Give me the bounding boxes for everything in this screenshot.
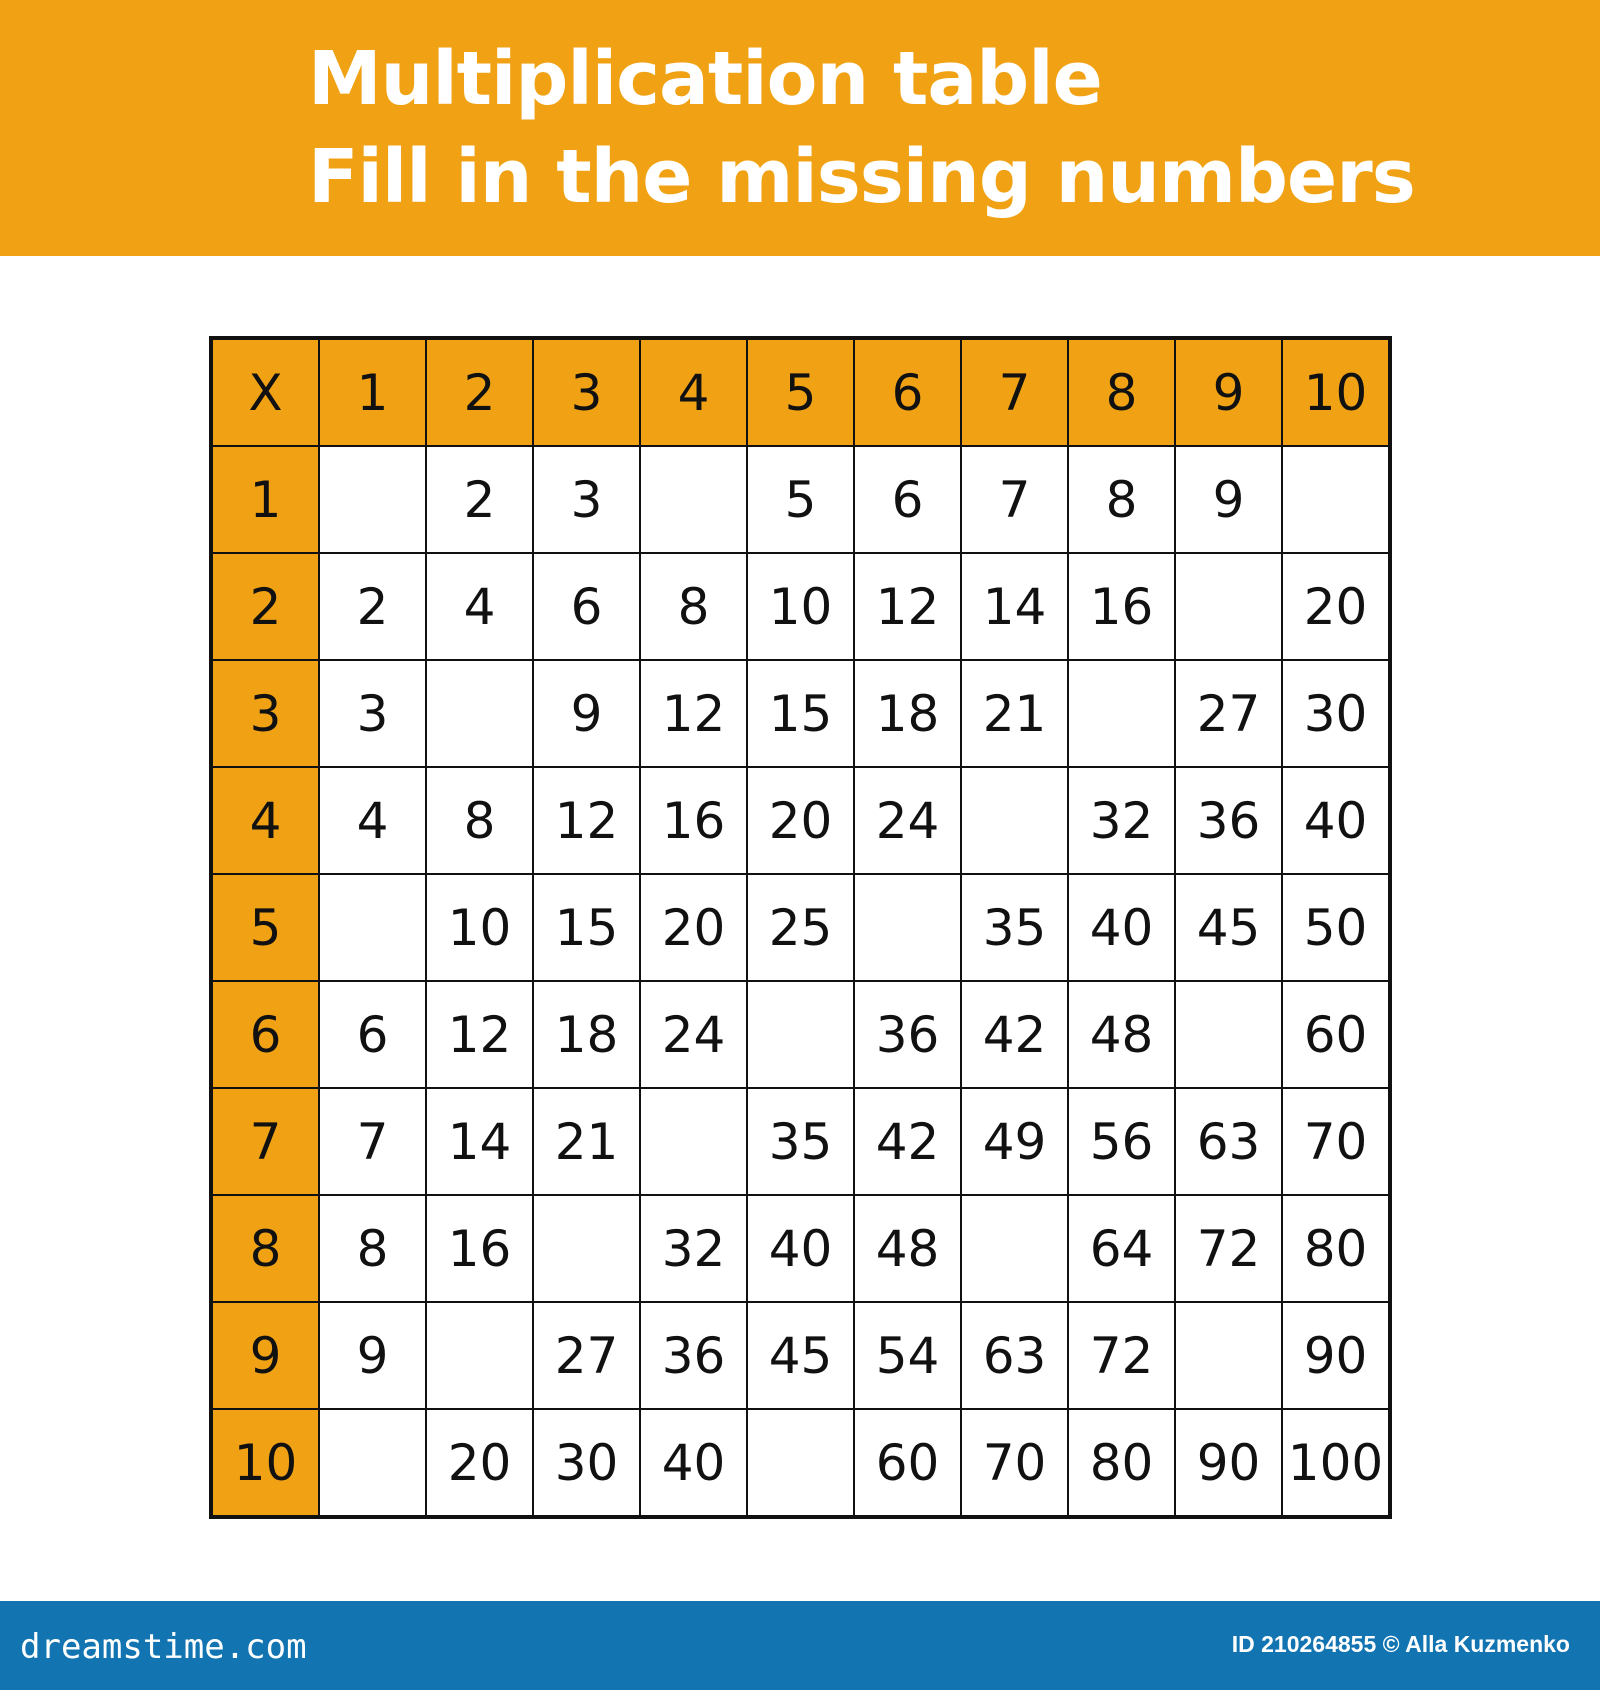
- product-cell: 72: [1068, 1302, 1175, 1409]
- product-cell: 36: [1175, 767, 1282, 874]
- product-cell: 42: [961, 981, 1068, 1088]
- blank-answer-cell[interactable]: [319, 874, 426, 981]
- blank-answer-cell[interactable]: [426, 1302, 533, 1409]
- product-cell: 90: [1175, 1409, 1282, 1516]
- product-cell: 4: [319, 767, 426, 874]
- product-cell: 6: [533, 553, 640, 660]
- product-cell: 9: [319, 1302, 426, 1409]
- product-cell: 42: [854, 1088, 961, 1195]
- product-cell: 72: [1175, 1195, 1282, 1302]
- product-cell: 45: [747, 1302, 854, 1409]
- blank-answer-cell[interactable]: [426, 660, 533, 767]
- product-cell: 16: [426, 1195, 533, 1302]
- product-cell: 32: [1068, 767, 1175, 874]
- row-header: 4: [212, 767, 319, 874]
- product-cell: 12: [640, 660, 747, 767]
- column-header: 6: [854, 339, 961, 446]
- product-cell: 56: [1068, 1088, 1175, 1195]
- product-cell: 48: [1068, 981, 1175, 1088]
- title-line-1: Multiplication table: [308, 36, 1102, 122]
- row-header: 3: [212, 660, 319, 767]
- blank-answer-cell[interactable]: [1175, 981, 1282, 1088]
- product-cell: 80: [1282, 1195, 1389, 1302]
- product-cell: 64: [1068, 1195, 1175, 1302]
- product-cell: 8: [640, 553, 747, 660]
- product-cell: 14: [961, 553, 1068, 660]
- product-cell: 80: [1068, 1409, 1175, 1516]
- product-cell: 12: [533, 767, 640, 874]
- product-cell: 2: [426, 446, 533, 553]
- product-cell: 40: [1282, 767, 1389, 874]
- product-cell: 40: [1068, 874, 1175, 981]
- row-header: 5: [212, 874, 319, 981]
- product-cell: 3: [319, 660, 426, 767]
- product-cell: 6: [319, 981, 426, 1088]
- column-header: 5: [747, 339, 854, 446]
- row-header: 1: [212, 446, 319, 553]
- column-header: 7: [961, 339, 1068, 446]
- product-cell: 70: [961, 1409, 1068, 1516]
- blank-answer-cell[interactable]: [319, 446, 426, 553]
- product-cell: 16: [1068, 553, 1175, 660]
- product-cell: 63: [1175, 1088, 1282, 1195]
- footer-bar: [0, 1601, 1600, 1690]
- row-header: 9: [212, 1302, 319, 1409]
- product-cell: 3: [533, 446, 640, 553]
- product-cell: 2: [319, 553, 426, 660]
- product-cell: 30: [1282, 660, 1389, 767]
- product-cell: 18: [533, 981, 640, 1088]
- column-header: 1: [319, 339, 426, 446]
- product-cell: 20: [426, 1409, 533, 1516]
- product-cell: 21: [961, 660, 1068, 767]
- product-cell: 90: [1282, 1302, 1389, 1409]
- product-cell: 49: [961, 1088, 1068, 1195]
- product-cell: 8: [426, 767, 533, 874]
- product-cell: 35: [961, 874, 1068, 981]
- product-cell: 6: [854, 446, 961, 553]
- product-cell: 18: [854, 660, 961, 767]
- blank-answer-cell[interactable]: [961, 1195, 1068, 1302]
- product-cell: 100: [1282, 1409, 1389, 1516]
- product-cell: 24: [854, 767, 961, 874]
- product-cell: 36: [854, 981, 961, 1088]
- blank-answer-cell[interactable]: [961, 767, 1068, 874]
- corner-cell: X: [212, 339, 319, 446]
- row-header: 10: [212, 1409, 319, 1516]
- product-cell: 20: [1282, 553, 1389, 660]
- product-cell: 20: [747, 767, 854, 874]
- blank-answer-cell[interactable]: [1068, 660, 1175, 767]
- product-cell: 35: [747, 1088, 854, 1195]
- row-header: 8: [212, 1195, 319, 1302]
- blank-answer-cell[interactable]: [854, 874, 961, 981]
- blank-answer-cell[interactable]: [319, 1409, 426, 1516]
- product-cell: 70: [1282, 1088, 1389, 1195]
- product-cell: 4: [426, 553, 533, 660]
- product-cell: 14: [426, 1088, 533, 1195]
- product-cell: 15: [533, 874, 640, 981]
- product-cell: 27: [533, 1302, 640, 1409]
- blank-answer-cell[interactable]: [1175, 553, 1282, 660]
- column-header: 8: [1068, 339, 1175, 446]
- product-cell: 16: [640, 767, 747, 874]
- product-cell: 12: [854, 553, 961, 660]
- product-cell: 50: [1282, 874, 1389, 981]
- column-header: 3: [533, 339, 640, 446]
- product-cell: 8: [319, 1195, 426, 1302]
- image-credit: ID 210264855 © Alla Kuzmenko: [1231, 1631, 1570, 1657]
- row-header: 2: [212, 553, 319, 660]
- product-cell: 20: [640, 874, 747, 981]
- product-cell: 7: [961, 446, 1068, 553]
- product-cell: 10: [426, 874, 533, 981]
- multiplication-table: [209, 336, 1392, 1519]
- blank-answer-cell[interactable]: [1282, 446, 1389, 553]
- row-header: 7: [212, 1088, 319, 1195]
- product-cell: 36: [640, 1302, 747, 1409]
- product-cell: 40: [640, 1409, 747, 1516]
- column-header: 4: [640, 339, 747, 446]
- title-banner: [0, 0, 1600, 256]
- product-cell: 21: [533, 1088, 640, 1195]
- brand-logo-text: dreamstime.com: [20, 1627, 307, 1667]
- product-cell: 27: [1175, 660, 1282, 767]
- column-header: 2: [426, 339, 533, 446]
- product-cell: 12: [426, 981, 533, 1088]
- product-cell: 10: [747, 553, 854, 660]
- product-cell: 9: [1175, 446, 1282, 553]
- product-cell: 15: [747, 660, 854, 767]
- product-cell: 32: [640, 1195, 747, 1302]
- product-cell: 40: [747, 1195, 854, 1302]
- product-cell: 7: [319, 1088, 426, 1195]
- blank-answer-cell[interactable]: [747, 1409, 854, 1516]
- product-cell: 54: [854, 1302, 961, 1409]
- blank-answer-cell[interactable]: [1175, 1302, 1282, 1409]
- product-cell: 60: [854, 1409, 961, 1516]
- product-cell: 25: [747, 874, 854, 981]
- column-header: 9: [1175, 339, 1282, 446]
- product-cell: 8: [1068, 446, 1175, 553]
- blank-answer-cell[interactable]: [533, 1195, 640, 1302]
- title-line-2: Fill in the missing numbers: [308, 134, 1415, 220]
- product-cell: 30: [533, 1409, 640, 1516]
- product-cell: 63: [961, 1302, 1068, 1409]
- column-header: 10: [1282, 339, 1389, 446]
- blank-answer-cell[interactable]: [640, 1088, 747, 1195]
- product-cell: 48: [854, 1195, 961, 1302]
- product-cell: 60: [1282, 981, 1389, 1088]
- product-cell: 5: [747, 446, 854, 553]
- row-header: 6: [212, 981, 319, 1088]
- product-cell: 24: [640, 981, 747, 1088]
- blank-answer-cell[interactable]: [747, 981, 854, 1088]
- blank-answer-cell[interactable]: [640, 446, 747, 553]
- product-cell: 45: [1175, 874, 1282, 981]
- product-cell: 9: [533, 660, 640, 767]
